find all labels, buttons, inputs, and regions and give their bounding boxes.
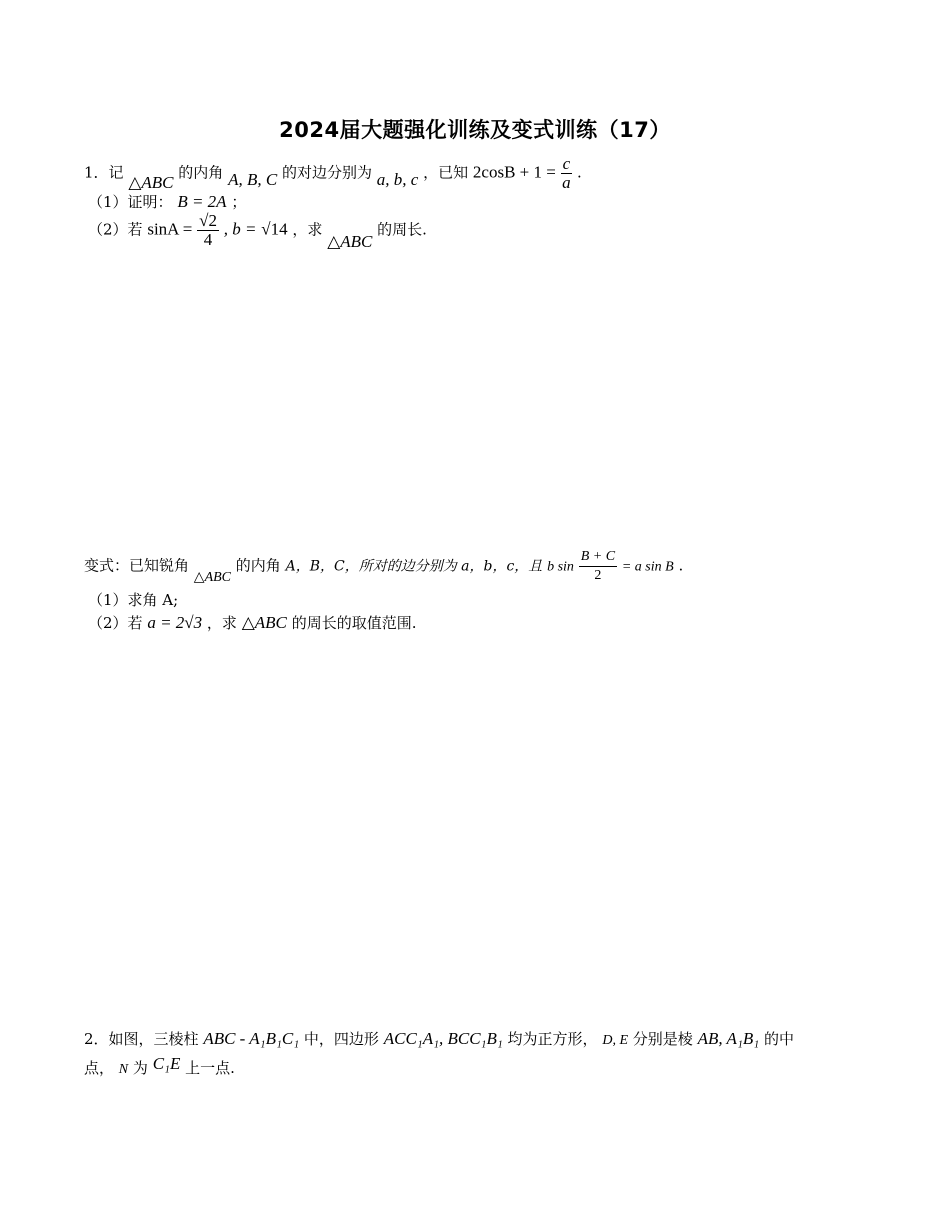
equation-left: 2cosB + 1 = xyxy=(472,162,556,182)
numerator: √2 xyxy=(199,211,217,230)
text: 为 xyxy=(132,1059,148,1077)
variant-line-1 xyxy=(84,548,683,585)
text: 变式：已知锐角 xyxy=(84,556,190,575)
segment-c1e: C₁E xyxy=(152,1054,181,1073)
text: 上一点. xyxy=(185,1059,235,1077)
a-sin-b: = a sin B xyxy=(621,559,674,575)
triangle-abc: △ABC xyxy=(327,231,373,251)
b-sin: b sin xyxy=(547,559,574,575)
denominator: 4 xyxy=(203,230,213,249)
text: 的周长的取值范围. xyxy=(291,614,417,632)
text: 的中 xyxy=(763,1030,794,1048)
triangle-abc: △ABC xyxy=(128,172,174,192)
variant-q1: （1）求角 A; xyxy=(88,591,179,609)
problem-2-line-1 xyxy=(84,1029,794,1051)
problem-2-line-2 xyxy=(84,1054,235,1080)
text: 的周长. xyxy=(377,220,427,239)
text: 均为正方形， xyxy=(507,1030,598,1048)
text: ，求 xyxy=(206,614,237,632)
text: ，求 xyxy=(292,220,323,239)
text: 的内角 xyxy=(235,556,281,575)
a-equals-2-sqrt-3: a = 2√3 xyxy=(147,613,203,632)
denominator: 2 xyxy=(594,568,602,583)
fraction-sqrt2-over-4 xyxy=(197,212,219,249)
triangle-abc: △ABC xyxy=(193,569,232,585)
q1-equation: B = 2A xyxy=(177,192,227,211)
sqrt-14: √14 xyxy=(261,219,288,239)
variant-q2 xyxy=(88,613,416,633)
point-n: N xyxy=(118,1062,129,1077)
period: . xyxy=(678,556,684,575)
prism-name: ABC - A₁B₁C₁ xyxy=(203,1029,300,1048)
q2-label: （2）若 xyxy=(88,614,143,632)
text: 的内角 xyxy=(178,163,224,182)
text: 分别是棱 xyxy=(632,1030,693,1048)
sides: a, b, c xyxy=(376,169,419,189)
problem-1-line-1 xyxy=(84,155,582,192)
edges: AB, A₁B₁ xyxy=(697,1029,760,1048)
text: 点， xyxy=(84,1059,115,1077)
angles: A, B, C xyxy=(228,169,278,189)
text: 中，四边形 xyxy=(303,1030,379,1048)
fraction-b-plus-c-over-2 xyxy=(579,548,617,585)
text: A，B，C，所对的边分别为 a，b，c，且 xyxy=(285,558,543,575)
quadrilaterals: ACC₁A₁, BCC₁B₁ xyxy=(383,1029,503,1048)
text: ，已知 xyxy=(423,163,469,182)
text: 的对边分别为 xyxy=(281,163,372,182)
b-equals: , b = xyxy=(223,219,257,239)
q1-label: （1）证明： xyxy=(88,193,173,211)
q2-label: （2）若 xyxy=(88,220,143,239)
problem-1-q1 xyxy=(88,192,246,212)
text: 2．如图，三棱柱 xyxy=(84,1030,199,1048)
triangle-abc: △ABC xyxy=(241,613,287,632)
problem-1-q2 xyxy=(88,212,427,249)
denominator: a xyxy=(562,173,571,192)
points-d-e: D, E xyxy=(602,1033,629,1048)
fraction-c-over-a xyxy=(561,155,573,192)
problem-1-number: 1．记 xyxy=(84,163,124,182)
sin-a: sinA = xyxy=(147,219,193,239)
numerator: B + C xyxy=(579,548,617,567)
text: ； xyxy=(231,193,247,211)
period: . xyxy=(576,163,582,182)
page-title: 2024届大题强化训练及变式训练（17） xyxy=(279,118,671,142)
numerator: c xyxy=(562,154,571,173)
